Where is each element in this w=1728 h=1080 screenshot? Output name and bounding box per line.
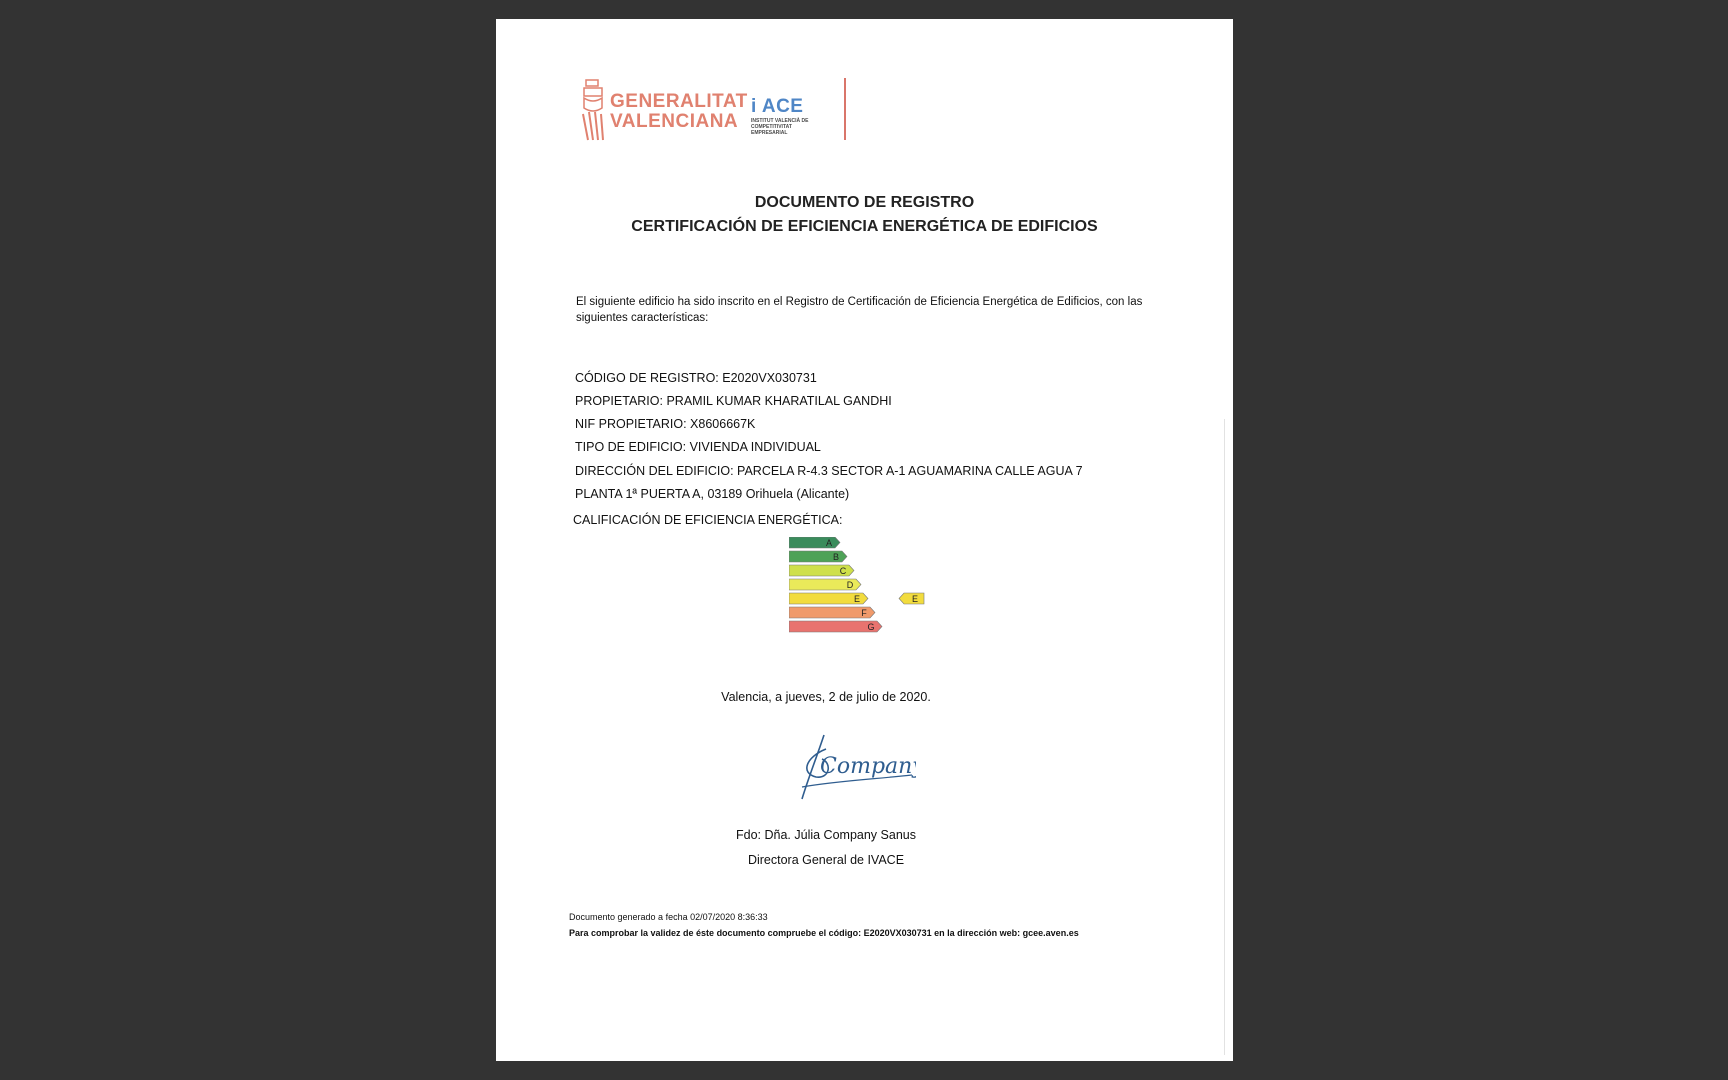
generalitat-wordmark [610,92,748,132]
rating-class-g [789,621,882,632]
scan-edge-line [1224,419,1225,1055]
rating-label: CALIFICACIÓN DE EFICIENCIA ENERGÉTICA: [573,513,843,527]
signature-text: Company [820,754,916,779]
rating-result-indicator [899,593,924,604]
signature [796,729,916,809]
signer-name: Fdo: Dña. Júlia Company Sanus [736,828,916,842]
generalitat-shield-icon [580,78,606,142]
logo-divider [844,78,846,140]
rating-class-e [789,593,868,604]
signer-role: Directora General de IVACE [747,853,905,867]
issue-date: Valencia, a jueves, 2 de julio de 2020. [721,690,931,704]
rating-letter-e: E [853,594,861,604]
rating-class-b [789,551,847,562]
rating-class-a [789,537,840,548]
rating-letter-c: C [839,566,847,576]
rating-bar-a [789,537,840,548]
field-owner-nif: NIF PROPIETARIO: X8606667K [575,417,756,431]
rating-class-f [789,607,875,618]
signature-mark [796,729,916,804]
intro-paragraph: El siguiente edificio ha sido inscrito en el Registro de Certificación de Eficiencia Energética de Edificios, con las siguientes características: [576,296,1143,324]
rating-letter-a: A [825,538,833,548]
rating-letter-f: F [861,608,867,618]
field-address-continued: PLANTA 1ª PUERTA A, 03189 Orihuela (Alicante) [575,487,850,501]
ivace-wordmark: i ACE [751,96,804,117]
rating-letter-b: B [832,552,840,562]
rating-class-c [789,565,854,576]
rating-class-d [789,579,861,590]
energy-rating-scale [789,537,939,647]
footer-validation: Para comprobar la validez de éste documento compruebe el código: E2020VX030731 en la dirección web: gcee.aven.es [569,928,1079,938]
rating-letter-d: D [846,580,854,590]
field-registration-code: CÓDIGO DE REGISTRO: E2020VX030731 [575,371,817,385]
ivace-subtitle: INSTITUT VALENCIÀ DE COMPETITIVITAT EMPRESARIAL [751,118,809,136]
generalitat-line1: GENERALITAT [610,91,748,112]
rating-result-letter: E [911,594,919,604]
document-page [496,19,1233,1061]
field-owner: PROPIETARIO: PRAMIL KUMAR KHARATILAL GANDHI [575,394,892,408]
document-subtitle: CERTIFICACIÓN DE EFICIENCIA ENERGÉTICA DE EDIFICIOS [631,218,1098,235]
header-logos [580,78,870,160]
generalitat-line2: VALENCIANA [610,111,739,132]
footer-generated: Documento generado a fecha 02/07/2020 8:36:33 [569,912,768,922]
document-title: DOCUMENTO DE REGISTRO [754,194,975,211]
field-address: DIRECCIÓN DEL EDIFICIO: PARCELA R-4.3 SECTOR A-1 AGUAMARINA CALLE AGUA 7 [575,464,1083,478]
field-building-type: TIPO DE EDIFICIO: VIVIENDA INDIVIDUAL [575,440,821,454]
rating-letter-g: G [867,622,875,632]
